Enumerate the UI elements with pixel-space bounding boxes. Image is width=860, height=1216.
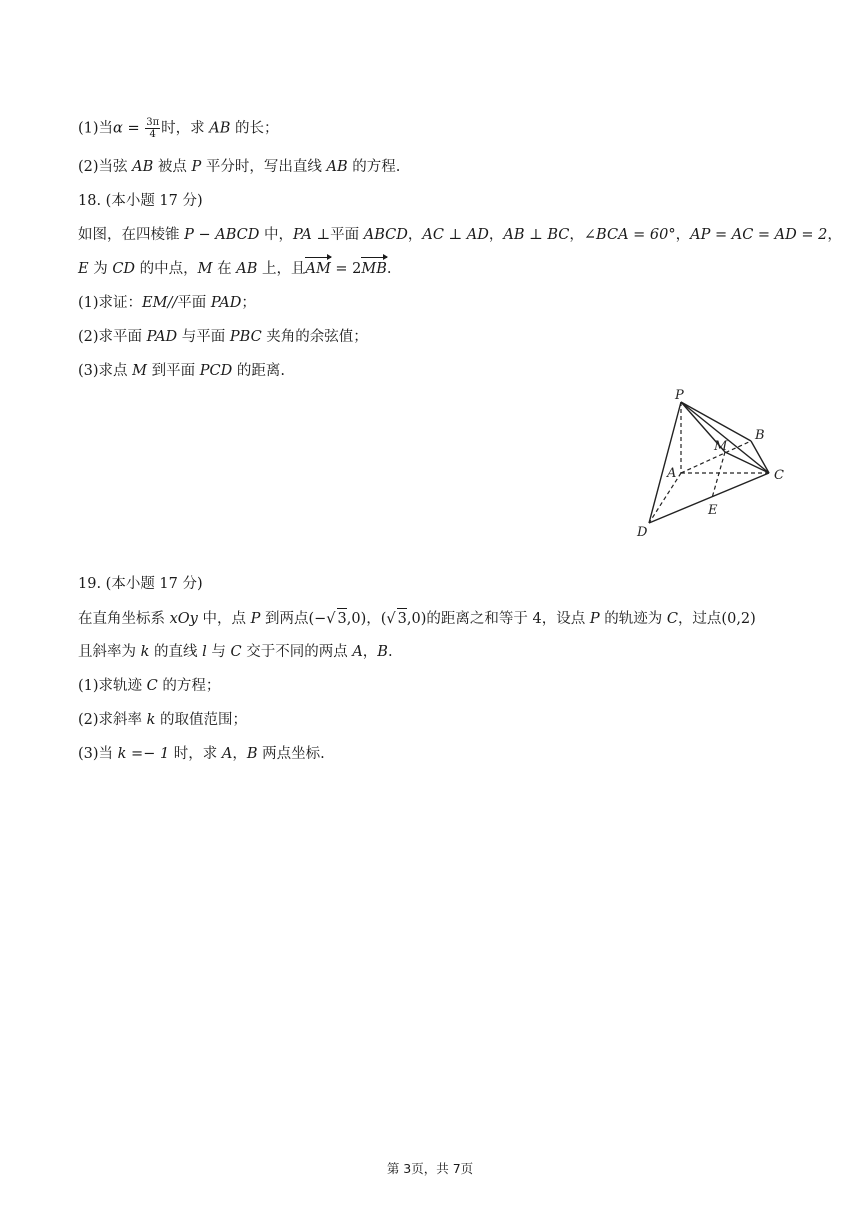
text: 与 (206, 644, 231, 660)
text: 的直线 (149, 644, 203, 660)
math: AP = AC = AD = 2 (690, 227, 828, 243)
label-C: C (774, 468, 784, 483)
label-B: B (755, 428, 765, 443)
text: ,0)，( (346, 611, 387, 627)
text: 中， (259, 227, 293, 243)
text: (2)求斜率 (78, 712, 147, 728)
math: B (246, 746, 258, 762)
math: PCD (199, 363, 233, 379)
text: ⊥平面 (311, 227, 364, 243)
math: xOy (169, 611, 198, 627)
math: AB (326, 159, 348, 175)
q17-part2 (78, 157, 400, 177)
text: (3)当 (78, 746, 118, 762)
math: AC ⊥ AD (422, 227, 489, 243)
text: 的距离. (232, 363, 285, 379)
math: ABCD (363, 227, 408, 243)
q17-part1 (78, 117, 279, 140)
math: B (377, 644, 388, 660)
math-alpha: α (113, 120, 123, 137)
frac-num: 3π (146, 117, 160, 128)
text: 平面 (177, 295, 211, 311)
page-footer: 第 3页，共 7页 (386, 1161, 474, 1176)
sqrt-radicand: 3 (337, 608, 347, 629)
math: AB (236, 261, 258, 277)
text: 的方程. (347, 159, 401, 175)
math: EM// (142, 295, 178, 311)
text: 时，求 (169, 746, 222, 762)
label-A: A (667, 466, 677, 481)
q18-header: 18. (本小题 17 分) (78, 193, 203, 209)
q19-part3 (78, 744, 325, 764)
text: ， (827, 227, 842, 243)
q18-stem-line2 (78, 259, 392, 279)
text: 如图，在四棱锥 (78, 227, 185, 243)
text: 且斜率为 (78, 644, 141, 660)
fraction (145, 117, 160, 140)
math: AB (132, 159, 154, 175)
math: AB ⊥ BC (503, 227, 570, 243)
math: E (78, 261, 89, 277)
math: P (589, 611, 600, 627)
text: (2)当弦 (78, 159, 133, 175)
text: 为 (88, 261, 113, 277)
text: 与平面 (177, 329, 230, 345)
math: M (132, 363, 148, 379)
math: k (146, 712, 156, 728)
text: 时，求 (161, 120, 210, 137)
math: PAD (146, 329, 178, 345)
edge-PB (681, 402, 751, 441)
text: . (386, 261, 392, 277)
math: k =− 1 (117, 746, 170, 762)
text: 中，点 (197, 611, 251, 627)
math: P − ABCD (184, 227, 260, 243)
text: ， (675, 227, 691, 243)
text: 在直角坐标系 (78, 611, 170, 627)
text: (2)求平面 (78, 329, 147, 345)
edge-PD (649, 402, 681, 523)
text: (1)当 (78, 120, 114, 137)
q19-stem-line2 (78, 642, 393, 662)
text: ， (407, 227, 423, 243)
text: 的轨迹为 (599, 611, 667, 627)
sqrt-symbol: √ (326, 611, 336, 627)
math: C (666, 611, 678, 627)
text: ,0)的距离之和等于 4，设点 (406, 611, 590, 627)
math: M (197, 261, 213, 277)
frac-den: 4 (149, 129, 156, 140)
math: PA (292, 227, 312, 243)
text: = 2 (330, 261, 362, 277)
q18-part3 (78, 361, 285, 381)
sqrt-symbol: √ (386, 611, 396, 627)
text: ， (232, 746, 247, 762)
math: ∠BCA = 60° (583, 227, 676, 243)
q19-stem-line1 (78, 608, 756, 629)
label-M: M (714, 439, 728, 454)
text: 被点 (153, 159, 192, 175)
text: 两点坐标. (257, 746, 325, 762)
label-D: D (637, 525, 648, 540)
vector-MB: MB (361, 261, 387, 277)
text: 上，且 (257, 261, 306, 277)
math: P (191, 159, 202, 175)
text: 夹角的余弦值； (261, 329, 368, 345)
text: (1)求轨迹 (78, 678, 147, 694)
text: ； (241, 295, 256, 311)
math: C (230, 644, 242, 660)
math: C (146, 678, 158, 694)
text: 到两点(− (260, 611, 327, 627)
text: 到平面 (147, 363, 200, 379)
vector-AM: AM (305, 261, 331, 277)
math: AB (209, 120, 231, 137)
text: 在 (212, 261, 237, 277)
text: ， (488, 227, 504, 243)
text: 的中点， (135, 261, 198, 277)
pyramid-figure (620, 380, 800, 550)
math: l (202, 644, 207, 660)
text: 的长； (230, 120, 279, 137)
math: A (352, 644, 363, 660)
sqrt-radicand: 3 (397, 608, 407, 629)
label-P: P (675, 388, 684, 403)
q19-header: 19. (本小题 17 分) (78, 576, 203, 592)
text: ，过点(0,2) (677, 611, 756, 627)
math: PAD (210, 295, 242, 311)
label-E: E (708, 503, 718, 518)
math: P (250, 611, 261, 627)
q18-stem-line1 (78, 225, 842, 245)
math: CD (112, 261, 136, 277)
text: ， (569, 227, 584, 243)
math: PBC (229, 329, 262, 345)
text: 的方程； (157, 678, 221, 694)
text: (3)求点 (78, 363, 133, 379)
q18-part2 (78, 327, 368, 347)
segment-ME (712, 452, 725, 498)
text: (1)求证： (78, 295, 143, 311)
math: k (140, 644, 150, 660)
math: A (221, 746, 233, 762)
text: 交于不同的两点 (241, 644, 353, 660)
text: . (387, 644, 393, 660)
text: ， (362, 644, 378, 660)
q19-part1 (78, 676, 220, 696)
text: 的取值范围； (155, 712, 248, 728)
text: = (122, 120, 145, 137)
q18-part1 (78, 293, 256, 313)
q19-part2 (78, 710, 247, 730)
text: 平分时，写出直线 (201, 159, 327, 175)
